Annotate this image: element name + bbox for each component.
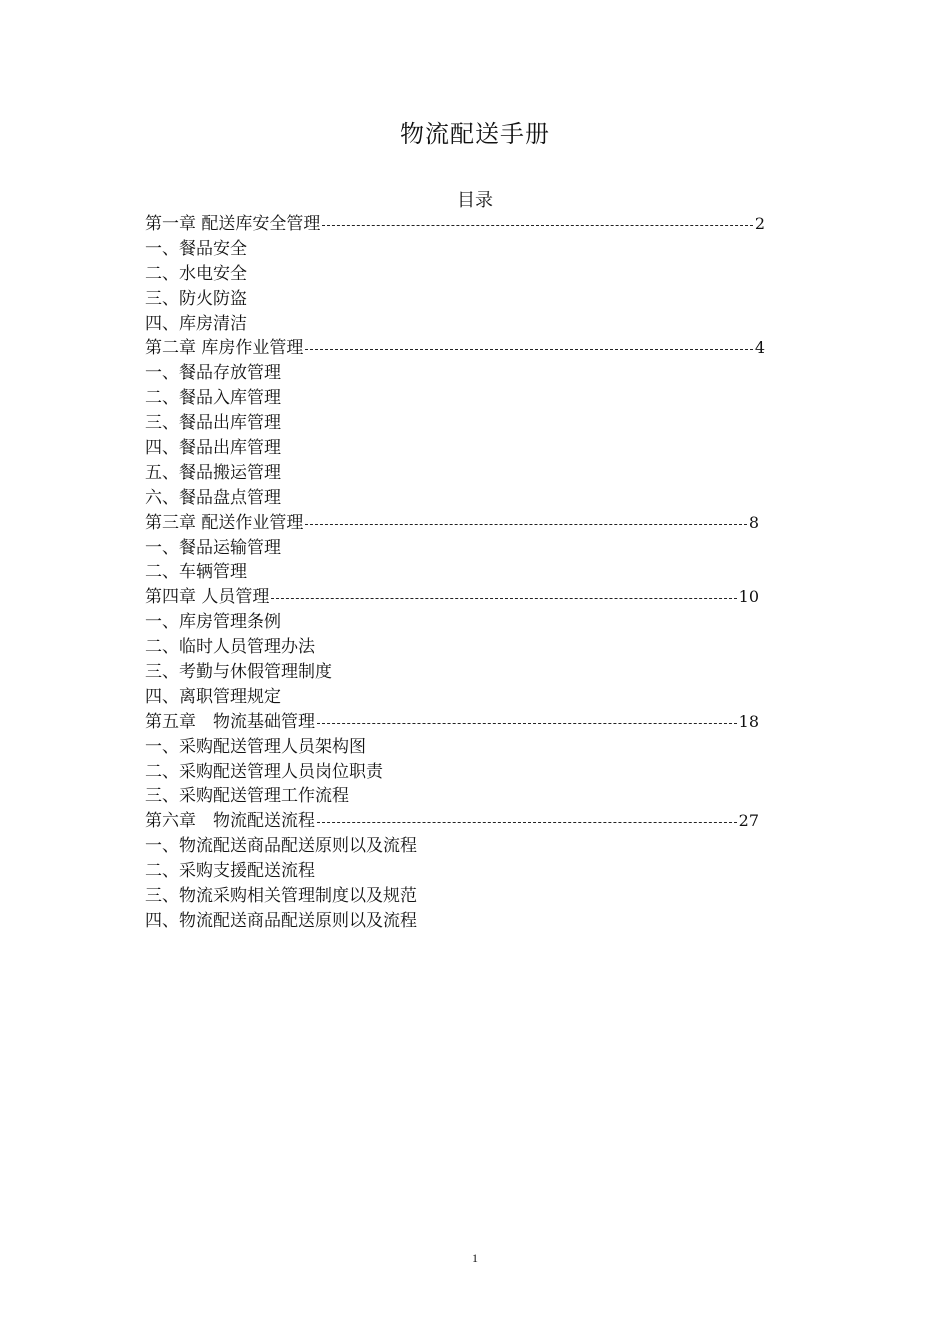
- toc-section-entry: 三、采购配送管理工作流程: [145, 786, 349, 807]
- toc-section-entry: 二、餐品入库管理: [145, 388, 281, 409]
- toc-chapter-entry: [145, 511, 759, 536]
- toc-section-entry: 三、餐品出库管理: [145, 413, 281, 434]
- toc-chapter-label: 第二章 库房作业管理: [145, 338, 304, 359]
- toc-page-number: 27: [738, 811, 759, 831]
- footer-page-number: 1: [472, 1251, 478, 1265]
- toc-page-number: 18: [738, 711, 759, 731]
- toc-section-entry: 四、离职管理规定: [145, 686, 281, 707]
- toc-dot-leader: [317, 822, 737, 823]
- toc-page-number: 2: [754, 214, 765, 233]
- toc-chapter-label: 第六章 物流配送流程: [145, 811, 315, 832]
- toc-dot-leader: [305, 349, 752, 350]
- toc-section-entry: 三、考勤与休假管理制度: [145, 662, 332, 683]
- toc-section-entry: 一、物流配送商品配送原则以及流程: [145, 836, 417, 857]
- toc-chapter-entry: [145, 336, 765, 361]
- toc-section-entry: 四、物流配送商品配送原则以及流程: [145, 910, 417, 931]
- table-of-contents: [145, 212, 805, 934]
- toc-dot-leader: [322, 225, 752, 226]
- toc-section-entry: 二、采购配送管理人员岗位职责: [145, 761, 383, 782]
- toc-section-entry: 六、餐品盘点管理: [145, 487, 281, 508]
- toc-chapter-label: 第三章 配送作业管理: [145, 512, 304, 533]
- toc-page-number: 8: [748, 512, 759, 532]
- toc-chapter-label: 第一章 配送库安全管理: [145, 214, 321, 234]
- toc-dot-leader: [305, 524, 746, 525]
- toc-chapter-entry: [145, 710, 759, 735]
- toc-chapter-label: 第五章 物流基础管理: [145, 711, 315, 732]
- toc-section-entry: 一、餐品运输管理: [145, 537, 281, 558]
- toc-section-entry: 二、水电安全: [145, 263, 247, 284]
- toc-chapter-label: 第四章 人员管理: [145, 587, 270, 608]
- toc-section-entry: 一、采购配送管理人员架构图: [145, 736, 366, 757]
- toc-section-entry: 二、临时人员管理办法: [145, 637, 315, 658]
- toc-section-entry: 一、餐品存放管理: [145, 363, 281, 384]
- toc-section-entry: 四、库房清洁: [145, 313, 247, 334]
- toc-dot-leader: [271, 598, 736, 599]
- toc-chapter-entry: [145, 212, 765, 237]
- toc-heading: 目录: [457, 190, 493, 211]
- toc-section-entry: 三、防火防盗: [145, 288, 247, 309]
- toc-section-entry: 二、车辆管理: [145, 562, 247, 583]
- toc-dot-leader: [317, 723, 737, 724]
- toc-section-entry: 一、库房管理条例: [145, 612, 281, 633]
- document-title: 物流配送手册: [400, 120, 550, 148]
- toc-section-entry: 四、餐品出库管理: [145, 438, 281, 459]
- toc-section-entry: 一、餐品安全: [145, 238, 247, 259]
- toc-section-entry: 五、餐品搬运管理: [145, 462, 281, 483]
- toc-page-number: 10: [738, 587, 759, 607]
- toc-chapter-entry: [145, 809, 759, 834]
- toc-page-number: 4: [754, 338, 765, 358]
- toc-section-entry: 二、采购支援配送流程: [145, 861, 315, 882]
- toc-section-entry: 三、物流采购相关管理制度以及规范: [145, 886, 417, 907]
- toc-chapter-entry: [145, 585, 759, 610]
